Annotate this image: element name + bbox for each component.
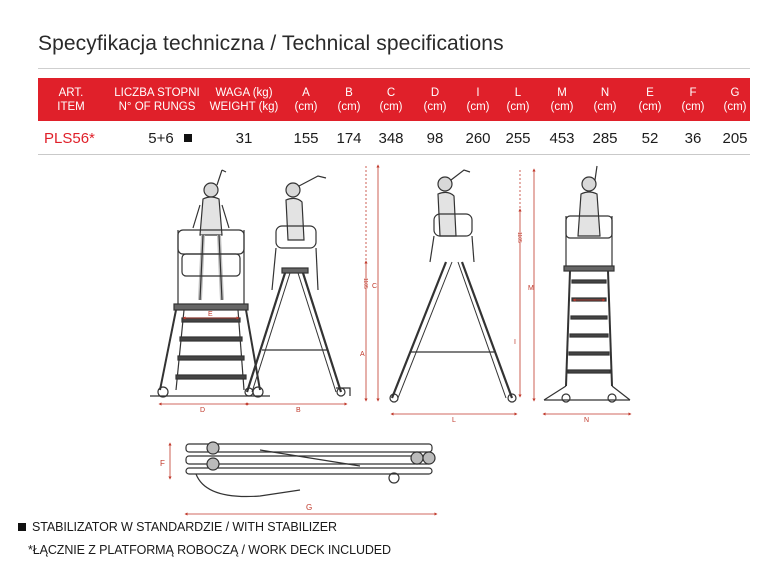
cell-f: 36	[684, 129, 702, 147]
header-g: G (cm)	[723, 86, 747, 113]
label-m: M	[528, 285, 534, 292]
header-b: B (cm)	[337, 86, 361, 113]
label-f: F	[160, 459, 165, 468]
header-item: ART. ITEM	[57, 86, 85, 113]
cell-g: 205	[722, 129, 748, 147]
cell-e: 52	[641, 129, 659, 147]
note-work-deck: *ŁĄCZNIE Z PLATFORMĄ ROBOCZĄ / WORK DECK INCLUDED	[28, 543, 391, 557]
cell-b: 174	[336, 129, 362, 147]
header-n: N (cm)	[593, 86, 617, 113]
label-1105-right: 1105	[516, 232, 522, 243]
label-l: L	[452, 417, 456, 424]
header-l: L (cm)	[506, 86, 530, 113]
label-g: G	[306, 503, 313, 512]
header-i: I (cm)	[466, 86, 490, 113]
cell-n: 285	[592, 129, 618, 147]
cell-d: 98	[426, 129, 444, 147]
label-c: C	[372, 283, 378, 290]
front-view-drawing	[150, 170, 270, 397]
cell-c: 348	[378, 129, 404, 147]
label-b: B	[296, 407, 301, 414]
side-view-drawing	[245, 176, 350, 396]
folded-top-view-drawing	[186, 442, 435, 497]
cell-item: PLS56*	[44, 129, 95, 147]
label-e: E	[208, 311, 213, 318]
header-rungs: LICZBA STOPNI N° OF RUNGS	[114, 86, 200, 113]
label-d: D	[200, 407, 206, 414]
header-f: F (cm)	[681, 86, 705, 113]
cell-m: 453	[549, 129, 575, 147]
cell-i: 260	[465, 129, 491, 147]
cell-l: 255	[505, 129, 531, 147]
header-c: C (cm)	[379, 86, 403, 113]
cell-rungs: 5+6	[148, 129, 174, 147]
label-n: N	[584, 417, 590, 424]
front-view-narrow-drawing	[544, 166, 630, 402]
cell-a: 155	[293, 129, 319, 147]
side-view-folded-drawing	[390, 170, 516, 402]
page-title: Specyfikacja techniczna / Technical specifications	[38, 32, 504, 55]
note-stabilizer: STABILIZATOR W STANDARDZIE / WITH STABILIZER	[18, 520, 337, 534]
cell-weight: 31	[235, 129, 253, 147]
label-a: A	[360, 351, 365, 358]
header-d: D (cm)	[423, 86, 447, 113]
header-e: E (cm)	[638, 86, 662, 113]
stabilizer-square-icon	[18, 523, 26, 531]
label-1105-left: 1105	[362, 278, 368, 289]
header-weight: WAGA (kg) WEIGHT (kg)	[209, 86, 279, 113]
header-a: A (cm)	[294, 86, 318, 113]
header-m: M (cm)	[550, 86, 574, 113]
label-i: I	[514, 339, 516, 346]
